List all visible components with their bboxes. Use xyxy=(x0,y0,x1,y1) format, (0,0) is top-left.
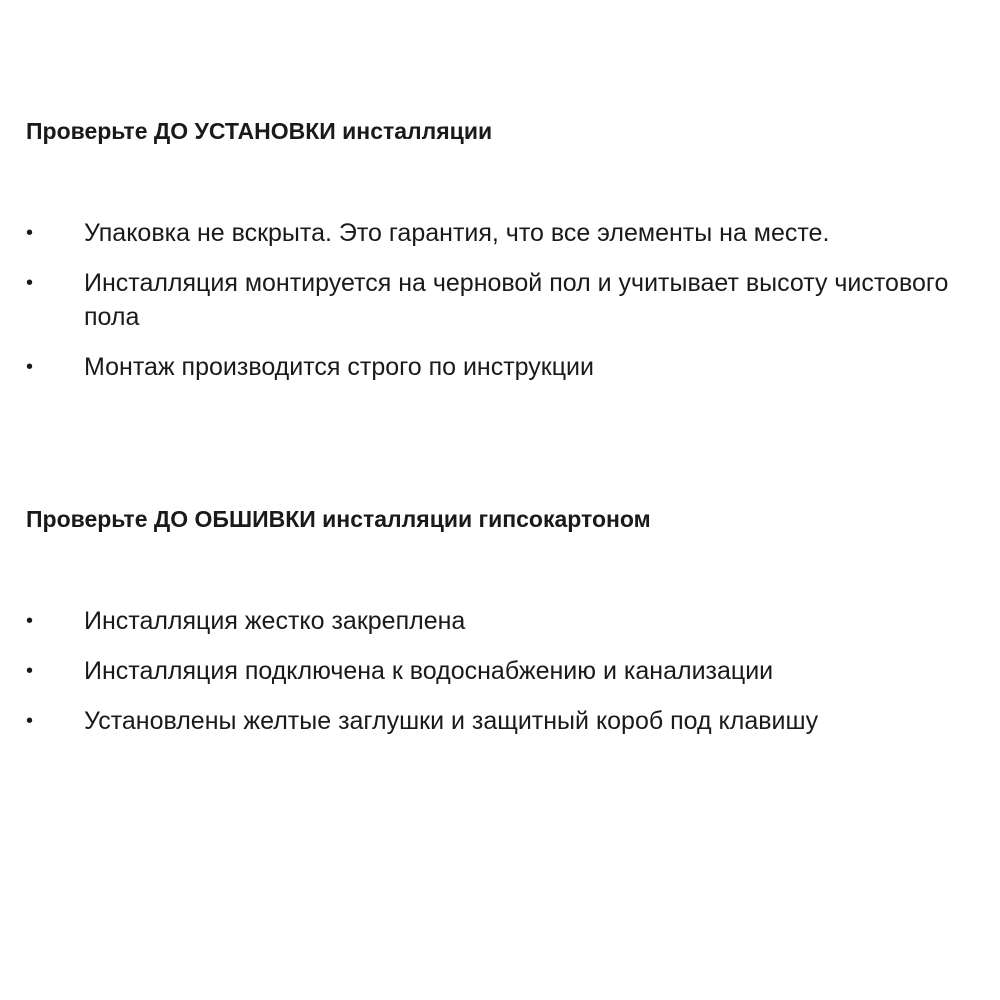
list-item xyxy=(26,266,986,334)
list-item xyxy=(26,654,986,688)
section-heading: Проверьте ДО ОБШИВКИ инсталляции гипсокартоном xyxy=(26,506,651,532)
list-item xyxy=(26,704,986,738)
list-item-text: Упаковка не вскрыта. Это гарантия, что все элементы на месте. xyxy=(84,219,830,247)
list-item xyxy=(26,350,986,384)
list-item-text: Инсталляция монтируется на черновой пол и учитывает высоту чистового пола xyxy=(84,269,949,331)
bullet-icon: • xyxy=(26,710,34,732)
checklist-before-drywall xyxy=(26,504,986,754)
bullet-icon: • xyxy=(26,356,34,378)
section-heading: Проверьте ДО УСТАНОВКИ инсталляции xyxy=(26,118,493,144)
bullet-list xyxy=(26,216,986,384)
bullet-icon: • xyxy=(26,610,34,632)
list-item-text: Инсталляция подключена к водоснабжению и канализации xyxy=(84,657,774,685)
list-item xyxy=(26,604,986,638)
bullet-icon: • xyxy=(26,222,34,244)
list-item-text: Установлены желтые заглушки и защитный короб под клавишу xyxy=(84,707,819,735)
list-item xyxy=(26,216,986,250)
bullet-icon: • xyxy=(26,660,34,682)
bullet-list xyxy=(26,604,986,738)
list-item-text: Инсталляция жестко закреплена xyxy=(84,607,466,635)
bullet-icon: • xyxy=(26,272,34,294)
list-item-text: Монтаж производится строго по инструкции xyxy=(84,353,594,381)
checklist-before-installation xyxy=(26,116,986,400)
